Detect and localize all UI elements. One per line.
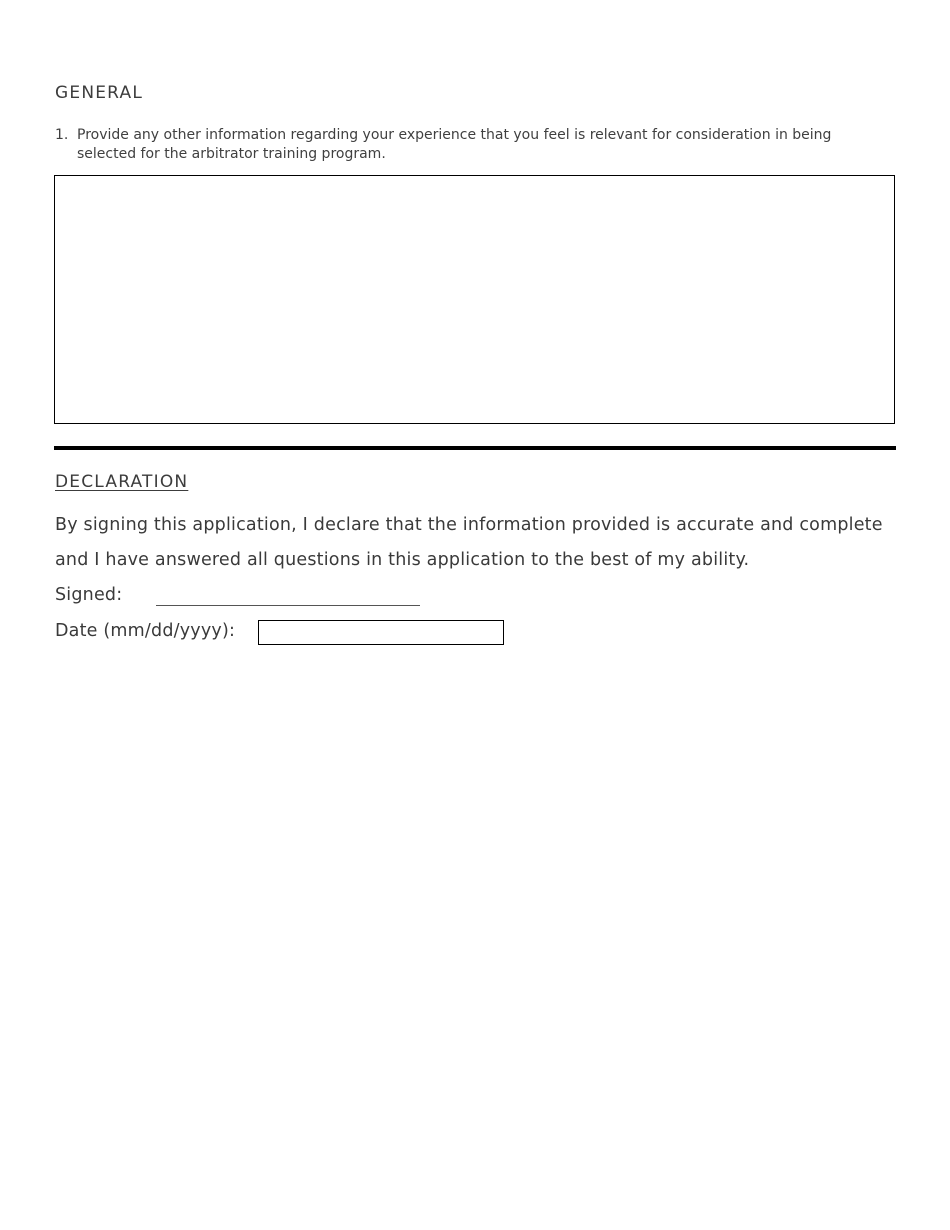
section-divider xyxy=(54,446,896,450)
declaration-section-heading: DECLARATION xyxy=(55,472,189,492)
date-label: Date (mm/dd/yyyy): xyxy=(55,621,236,641)
question-text: Provide any other information regarding your experience that you feel is relevant for consideration in being selected for the arbitrator training program. xyxy=(77,127,832,162)
additional-information-textarea[interactable] xyxy=(54,175,895,424)
declaration-statement: By signing this application, I declare that the information provided is accurate and complete and I have answered all questions in this application to the best of my ability. xyxy=(55,515,883,570)
signed-label: Signed: xyxy=(55,585,123,605)
general-section-heading: GENERAL xyxy=(55,83,143,103)
date-input[interactable] xyxy=(258,620,504,645)
question-number: 1. xyxy=(55,127,69,143)
signature-line[interactable] xyxy=(156,605,420,606)
question-1 xyxy=(55,126,855,164)
